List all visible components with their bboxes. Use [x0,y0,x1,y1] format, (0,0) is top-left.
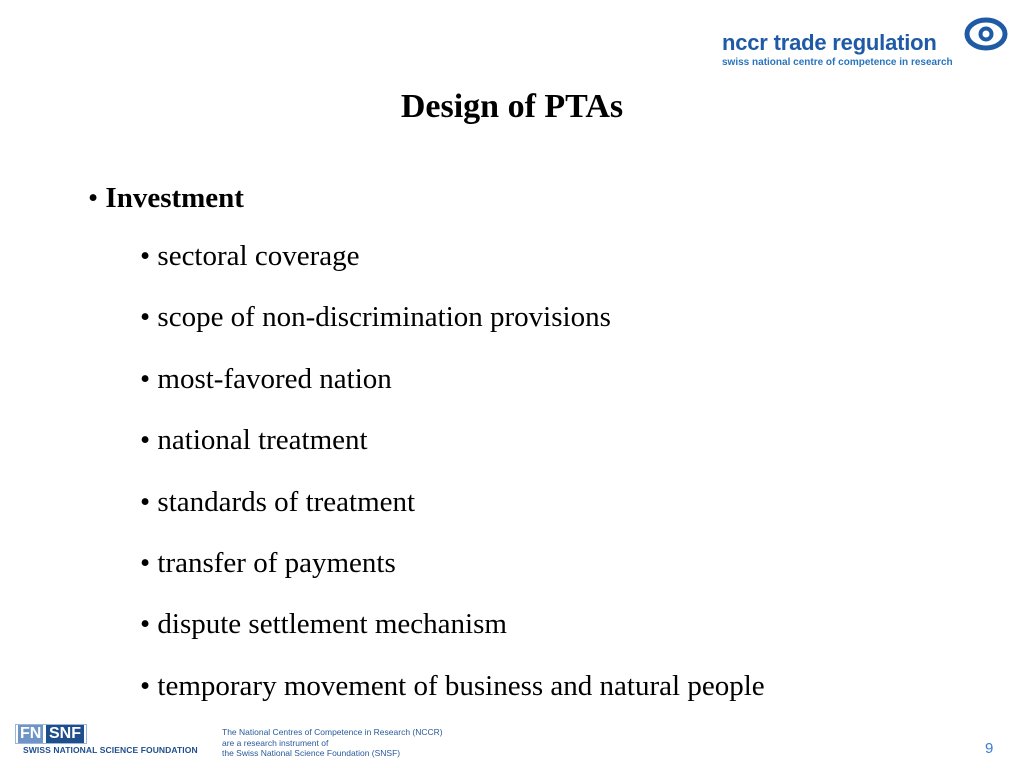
sub-bullet [140,360,765,421]
bullet-marker: • [140,424,151,457]
sub-bullet-text: temporary movement of business and natural people [157,669,765,702]
sub-bullet [140,605,765,666]
sub-bullet [140,667,765,728]
snsf-logo [15,722,203,758]
sub-bullet [140,421,765,482]
bullet-marker: • [140,362,151,395]
sub-bullet-text: most-favored nation [157,362,392,395]
logo-tagline: swiss national centre of competence in research [722,57,953,68]
snsf-logo-box [15,724,87,744]
footer-note [222,727,443,759]
sub-bullet-text: scope of non-discrimination provisions [157,301,611,334]
sub-bullet-text: standards of treatment [157,485,416,518]
main-bullet-label: Investment [105,182,244,214]
eye-icon [964,16,1008,52]
logo-wordmark: nccr trade regulation [722,30,937,55]
bullet-marker: • [140,546,151,579]
bullet-marker: • [140,608,151,641]
main-bullet [88,182,244,215]
sub-bullet [140,544,765,605]
sub-bullet [140,298,765,359]
sub-bullet [140,483,765,544]
page-number: 9 [985,740,994,757]
sub-bullet-list [140,237,765,728]
sub-bullet-text: transfer of payments [157,546,396,579]
slide-title: Design of PTAs [400,88,624,125]
snsf-logo-fn: FN [20,725,42,742]
bullet-marker: • [140,485,151,518]
sub-bullet-text: national treatment [157,424,368,457]
sub-bullet-text: sectoral coverage [157,240,360,272]
bullet-marker: • [140,240,151,272]
footer-note-line: the Swiss National Science Foundation (SNSF) [222,748,401,758]
snsf-logo-name: SWISS NATIONAL SCIENCE FOUNDATION [23,745,198,755]
sub-bullet [140,237,765,298]
footer-note-line: are a research instrument of [222,737,329,748]
footer-note-line: The National Centres of Competence in Research (NCCR) [222,727,443,737]
nccr-trade-regulation-logo [720,16,1010,76]
bullet-marker: • [140,301,151,334]
sub-bullet-text: dispute settlement mechanism [157,608,507,641]
bullet-marker: • [140,669,151,702]
snsf-logo-snf: SNF [46,725,84,743]
bullet-marker: • [88,182,99,214]
